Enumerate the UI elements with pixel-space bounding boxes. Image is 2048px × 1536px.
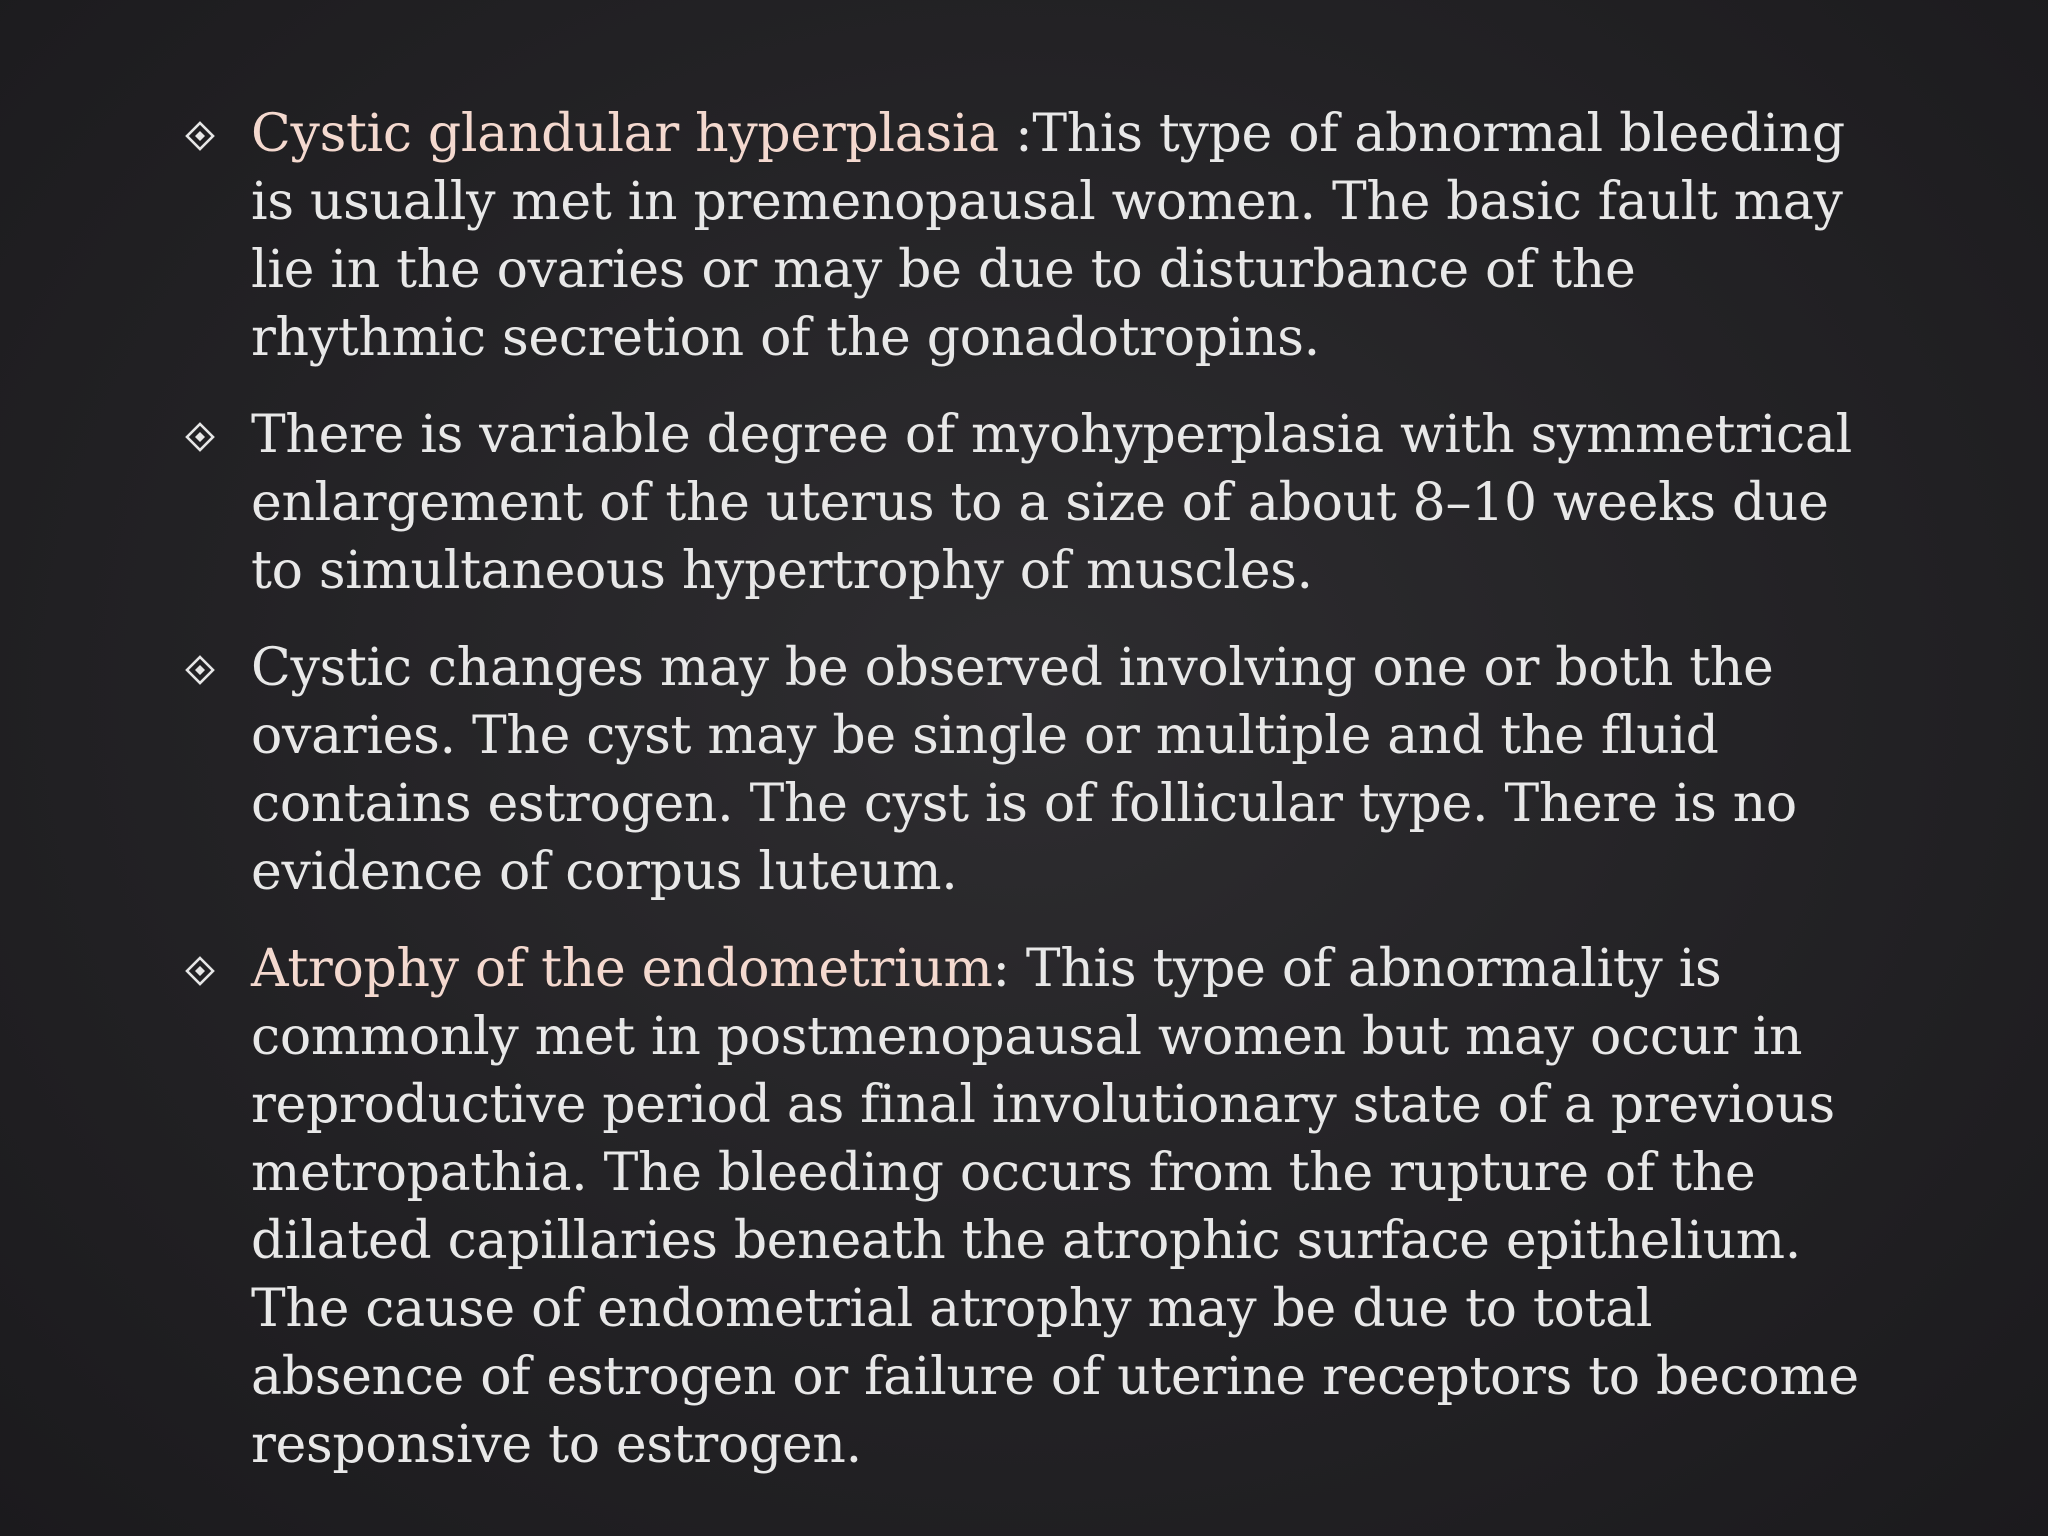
bullet-item-cystic-changes bbox=[180, 634, 1880, 906]
bullet-text: : This type of abnormality is commonly met in postmenopausal women but may occur in reproductive period as final involutionary state of a previous metropathia. The bleeding occurs from the rupture of the dilated capillaries beneath the atrophic surface epithelium. The cause of endometrial atrophy may be due to total absence of estrogen or failure of uterine receptors to become responsive to estrogen. bbox=[251, 939, 1859, 1475]
diamond-bullet-icon bbox=[185, 655, 215, 685]
diamond-bullet-icon bbox=[185, 956, 215, 986]
bullet-heading: Atrophy of the endometrium bbox=[251, 939, 993, 999]
diamond-bullet-icon bbox=[185, 422, 215, 452]
bullet-item-atrophy-endometrium bbox=[180, 935, 1880, 1479]
bullet-list bbox=[180, 100, 1880, 1508]
bullet-text: There is variable degree of myohyperplasia with symmetrical enlargement of the uterus to a size of about 8–10 weeks due to simultaneous hypertrophy of muscles. bbox=[251, 405, 1852, 601]
bullet-item-myohyperplasia bbox=[180, 401, 1880, 605]
diamond-bullet-icon bbox=[185, 121, 215, 151]
bullet-text: :This type of abnormal bleeding is usually met in premenopausal women. The basic fault may lie in the ovaries or may be due to disturbance of the rhythmic secretion of the gonadotropins. bbox=[251, 104, 1845, 368]
bullet-heading: Cystic glandular hyperplasia bbox=[251, 104, 999, 164]
bullet-text: Cystic changes may be observed involving one or both the ovaries. The cyst may be single or multiple and the fluid contains estrogen. The cyst is of follicular type. There is no evidence of corpus luteum. bbox=[251, 638, 1797, 902]
bullet-item-cystic-glandular-hyperplasia bbox=[180, 100, 1880, 372]
